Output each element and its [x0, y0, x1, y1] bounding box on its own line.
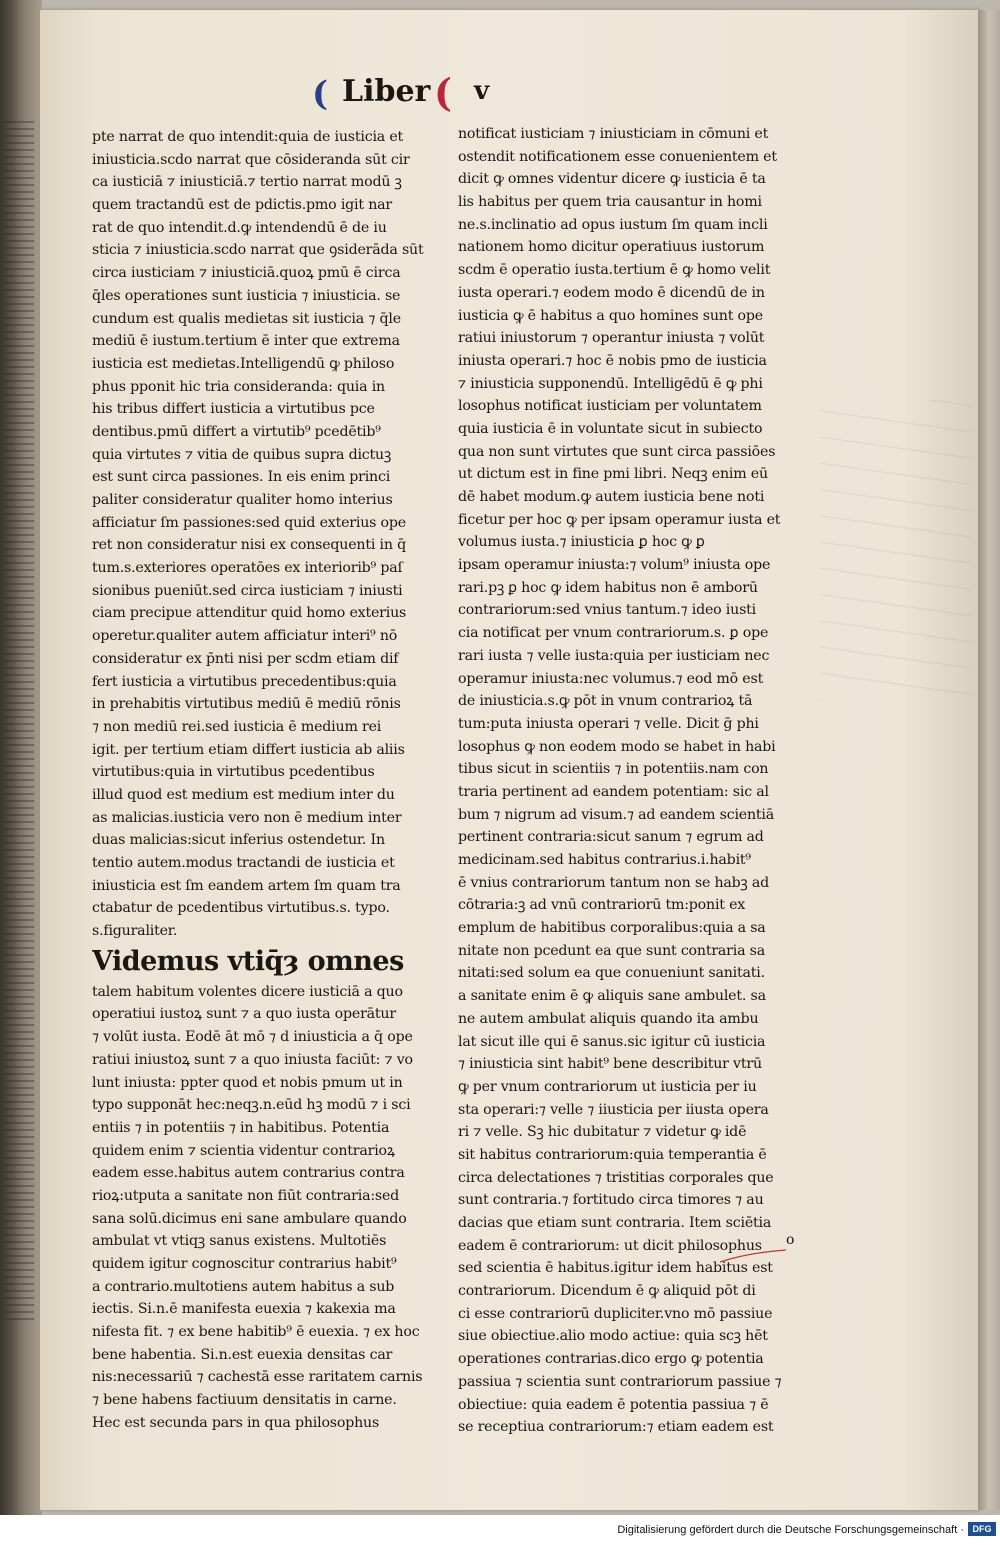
text-line: sta operari:⁊ velle ⁊ iiusticia per iiusta opera — [458, 1101, 769, 1118]
text-line: lis habitus per quem tria causantur in homi — [458, 194, 762, 211]
text-line: quia virtutes ⁊ vitia de quibus supra dictuꝫ — [92, 446, 392, 463]
text-line: nationem homo dicitur operatiuus iustorum — [458, 239, 765, 256]
text-line: rat de quo intendit.d.ꝙ intendendū ē de iu — [92, 219, 387, 236]
text-line: de iniusticia.s.ꝙ pōt in vnum contrarioꝝ tā — [458, 693, 753, 710]
text-line: duas malicias:sicut inferius ostendetur. In — [92, 832, 385, 849]
text-line: tum:puta iniusta operari ⁊ velle. Dicit ḡ phi — [458, 715, 759, 732]
text-line: a sanitate enim ē ꝙ aliquis sane ambulet. sa — [458, 988, 766, 1005]
text-line: ratiui iniustoꝝ sunt ⁊ a quo iniusta faciūt: ⁊ vo — [92, 1051, 413, 1068]
text-line: ambulat vt vtiqꝫ sanus existens. Multotiēs — [92, 1233, 387, 1250]
text-line: ratiui iniustorum ⁊ operantur iniusta ⁊ volūt — [458, 330, 765, 347]
text-line: ne.s.inclinatio ad opus iustum ſm quam incli — [458, 216, 768, 233]
text-line: in prehabitis virtutibus mediū ē mediū rōnis — [92, 696, 401, 713]
running-header — [312, 68, 532, 115]
text-line: ne autem ambulat aliquis quando ita ambu — [458, 1010, 759, 1027]
text-line: igit. per tertium etiam differt iusticia ab aliis — [92, 741, 405, 758]
text-line: afficiatur ſm passiones:sed quid exterius ope — [92, 514, 406, 531]
text-line: rari.pꝫ ꝑ hoc ꝙ idem habitus non ē amborū — [458, 579, 758, 596]
text-line: ut dictum est in fine pmi libri. Neqꝫ enim eū — [458, 466, 768, 483]
text-line: emplum de habitibus corporalibus:quia a sa — [458, 920, 766, 937]
text-line: passiua ⁊ scientia sunt contrariorum passiue ⁊ — [458, 1373, 782, 1390]
text-line: contrariorum. Dicendum ē ꝙ aliquid pōt di — [458, 1283, 756, 1300]
text-line: phus pponit hic tria consideranda: quia in — [92, 378, 385, 395]
footer-credit: Digitalisierung gefördert durch die Deutsche Forschungsgemeinschaft · — [617, 1524, 964, 1536]
text-line: sit habitus contrariorum:quia temperantia ē — [458, 1146, 767, 1163]
text-line: iectis. Si.n.ē manifesta euexia ⁊ kakexia ma — [92, 1301, 396, 1318]
text-line: operatiui iustoꝝ sunt ⁊ a quo iusta operātur — [92, 1006, 396, 1023]
right-text-column — [458, 123, 808, 1439]
facing-page-bleed — [4, 120, 34, 1320]
signature-mark: o — [786, 1232, 795, 1248]
show-through-notes — [820, 400, 970, 700]
text-line: ꝙ per vnum contrariorum ut iusticia per iu — [458, 1078, 757, 1095]
text-line: traria pertinent ad eandem potentiam: sic al — [458, 783, 769, 800]
header-title: Liber — [342, 74, 431, 109]
text-line: Hec est secunda pars in qua philosophus — [92, 1414, 380, 1431]
text-line: nis:necessariū ⁊ cachestā esse raritatem carnis — [92, 1369, 423, 1386]
text-line: operamur iniusta:nec volumus.⁊ eod mō est — [458, 670, 764, 687]
text-line: siue obiectiue.alio modo actiue: quia scꝫ hēt — [458, 1328, 768, 1345]
text-line: ca iusticiā ⁊ iniusticiā.⁊ tertio narrat modū ꝫ — [92, 174, 402, 191]
text-line: ⁊ volūt iusta. Eodē āt mō ⁊ d iniusticia a q̄ ope — [92, 1029, 413, 1046]
text-line: lat sicut ille qui ē sanus.sic igitur cū iusticia — [458, 1033, 766, 1050]
text-line: iniusticia est ſm eandem artem ſm quam tra — [92, 877, 401, 894]
text-line: sed scientia ē habitus.igitur idem habitus est — [458, 1260, 773, 1277]
text-line: mediū ē iustum.tertium ē inter que extrema — [92, 333, 400, 350]
text-line: lunt iniusta: ppter quod et nobis pmum ut in — [92, 1074, 403, 1091]
text-line: rioꝝ:utputa a sanitate non fiūt contraria:sed — [92, 1187, 400, 1204]
text-line: circa iusticiam ⁊ iniusticiā.quoꝝ pmū ē circa — [92, 265, 401, 282]
text-line: est sunt circa passiones. In eis enim princi — [92, 469, 391, 486]
text-line: sticia ⁊ iniusticia.scdo narrat que ꝯsiderāda sūt — [92, 242, 424, 259]
text-line: ficetur per hoc ꝙ per ipsam operamur iusta et — [458, 511, 781, 528]
text-line: iusticia est medietas.Intelligendū ꝙ philoso — [92, 355, 395, 372]
text-line: dentibus.pmū differt a virtutib⁹ pcedētib⁹ — [92, 423, 381, 440]
text-line: operetur.qualiter autem afficiatur interi⁹ nō — [92, 628, 398, 645]
text-line: sana solū.dicimus eni sane ambulare quando — [92, 1210, 407, 1227]
text-line: cia notificat per vnum contrariorum.s. ꝑ ope — [458, 625, 769, 642]
text-line: ci esse contrariorū dupliciter.vno mō passiue — [458, 1305, 773, 1322]
text-line: circa delectationes ⁊ tristitias corporales que — [458, 1169, 774, 1186]
text-line: qua non sunt virtutes que sunt circa passiōes — [458, 443, 776, 460]
text-line: eadem ē contrariorum: ut dicit philosophus — [458, 1237, 762, 1254]
book-spine-edge — [0, 0, 42, 1515]
text-line: iusta operari.⁊ eodem modo ē dicendū de in — [458, 284, 765, 301]
text-line: cundum est qualis medietas sit iusticia ⁊ q̄le — [92, 310, 401, 327]
text-line: ostendit notificationem esse conuenientem et — [458, 148, 777, 165]
text-line: talem habitum volentes dicere iusticiā a quo — [92, 983, 403, 1000]
text-line: typo supponāt hec:neqꝫ.n.eūd hꝫ modū ⁊ i sci — [92, 1097, 411, 1114]
text-line: consideratur ex p̄nti nisi per scdm etiam dif — [92, 650, 399, 667]
text-line: contrariorum:sed vnius tantum.⁊ ideo iusti — [458, 602, 756, 619]
text-line: eadem esse.habitus autem contrarius contra — [92, 1165, 405, 1182]
text-line: pte narrat de quo intendit:quia de iusticia et — [92, 129, 404, 145]
text-line: tum.s.exteriores operatōes ex interiorib⁹ paſ — [92, 560, 403, 577]
text-line: quidem igitur cognoscitur contrarius habit⁹ — [92, 1256, 397, 1272]
text-line: ⁊ bene habens factiuum densitatis in carne. — [92, 1392, 397, 1409]
text-line: ret non consideratur nisi ex consequenti in q̄ — [92, 537, 406, 554]
text-line: volumus iusta.⁊ iniusticia ꝑ hoc ꝙ ꝑ — [458, 534, 705, 551]
text-line: cōtraria:ꝫ ad vnū contrariorū tm:ponit ex — [458, 897, 746, 914]
text-line: scdm ē operatio iusta.tertium ē ꝙ homo velit — [458, 262, 771, 279]
header-numeral: v — [474, 76, 490, 106]
dfg-logo: DFG — [968, 1522, 996, 1536]
text-line: nifesta fit. ⁊ ex bene habitib⁹ ē euexia. ⁊ ex hoc — [92, 1324, 420, 1341]
text-line: tentio autem.modus tractandi de iusticia et — [92, 855, 395, 871]
text-line: q̄les operationes sunt iusticia ⁊ iniusticia. se — [92, 287, 401, 304]
text-line: s.figuraliter. — [92, 923, 178, 940]
text-line: ⁊ non mediū rei.sed iusticia ē medium rei — [92, 718, 382, 735]
page-fore-edge — [978, 10, 1000, 1510]
text-line: dacias que etiam sunt contraria. Item sciētia — [458, 1215, 772, 1231]
text-line: quem tractandū est de pdictis.pmo igit nar — [92, 197, 392, 214]
text-line: paliter consideratur qualiter homo interius — [92, 492, 393, 508]
text-line: iniusta operari.⁊ hoc ē nobis pmo de iusticia — [458, 352, 767, 369]
text-line: medicinam.sed habitus contrarius.i.habit⁹ — [458, 852, 751, 868]
text-line: losophus ꝙ non eodem modo se habet in habi — [458, 738, 776, 755]
text-line: ⁊ iniusticia supponendū. Intelligēdū ē ꝙ phi — [458, 375, 763, 392]
text-line: ipsam operamur iniusta:⁊ volum⁹ iniusta ope — [458, 557, 771, 574]
text-line: ⁊ iniusticia sint habit⁹ bene describitur vtrū — [458, 1056, 762, 1073]
section-heading: Videmus vtiq̄ȝ omnes — [92, 945, 404, 977]
text-line: iusticia ꝙ ē habitus a quo homines sunt ope — [458, 307, 763, 324]
red-pen-stroke — [718, 1246, 788, 1266]
text-line: a contrario.multotiens autem habitus a sub — [92, 1278, 395, 1295]
text-line: sionibus pueniūt.sed circa iusticiam ⁊ iniusti — [92, 582, 403, 599]
text-line: quidem enim ⁊ scientia videntur contrarioꝝ — [92, 1142, 395, 1159]
text-line: iniusticia.scdo narrat que cōsideranda sūt cir — [92, 151, 410, 168]
text-line: ctabatur de pcedentibus virtutibus.s. typo. — [92, 900, 390, 917]
text-line: tibus sicut in scientiis ⁊ in potentiis.nam con — [458, 761, 769, 778]
text-line: ciam precipue attenditur quid homo exterius — [92, 605, 407, 622]
text-line: rari iusta ⁊ velle iusta:quia per iusticiam nec — [458, 647, 770, 664]
text-line: quia iusticia ē in voluntate sicut in subiecto — [458, 420, 763, 437]
text-line: as malicias.iusticia vero non ē medium inter — [92, 809, 402, 826]
text-line: operationes contrarias.dico ergo ꝙ potentia — [458, 1351, 764, 1368]
text-line: losophus notificat iusticiam per voluntatem — [458, 398, 762, 415]
text-line: obiectiue: quia eadem ē potentia passiua ⁊ ē — [458, 1396, 769, 1413]
text-line: fert iusticia a virtutibus precedentibus:quia — [92, 673, 397, 690]
text-line: bene habentia. Si.n.est euexia densitas car — [92, 1346, 393, 1363]
text-line: ri ⁊ velle. Sꝫ hic dubitatur ⁊ videtur ꝙ idē — [458, 1124, 747, 1141]
text-line: entiis ⁊ in potentiis ⁊ in habitibus. Potentia — [92, 1119, 390, 1136]
text-line: ē vnius contrariorum tantum non se habꝫ ad — [458, 874, 770, 891]
text-line: dicit ꝙ omnes videntur dicere ꝙ iusticia ē ta — [458, 171, 766, 188]
text-line: his tribus differt iusticia a virtutibus pce — [92, 401, 375, 418]
text-line: dē habet modum.ꝙ autem iusticia bene noti — [458, 489, 765, 505]
text-line: nitate non pcedunt ea que sunt contraria sa — [458, 942, 766, 959]
text-line: notificat iusticiam ⁊ iniusticiam in cōmuni et — [458, 126, 769, 142]
text-line: illud quod est medium est medium inter du — [92, 786, 395, 803]
text-line: bum ⁊ nigrum ad visum.⁊ ad eandem scientiā — [458, 806, 775, 823]
text-line: virtutibus:quia in virtutibus pcedentibus — [92, 764, 375, 781]
red-flourish: ( — [434, 70, 452, 115]
blue-flourish: ( — [312, 74, 329, 114]
text-line: pertinent contraria:sicut sanum ⁊ egrum ad — [458, 829, 764, 846]
text-line: nitati:sed solum ea que conueniunt sanitati. — [458, 965, 765, 982]
text-line: sunt contraria.⁊ fortitudo circa timores ⁊ au — [458, 1192, 764, 1209]
text-line: se receptiua contrariorum:⁊ etiam eadem est — [458, 1419, 774, 1436]
left-text-column — [92, 126, 442, 1435]
